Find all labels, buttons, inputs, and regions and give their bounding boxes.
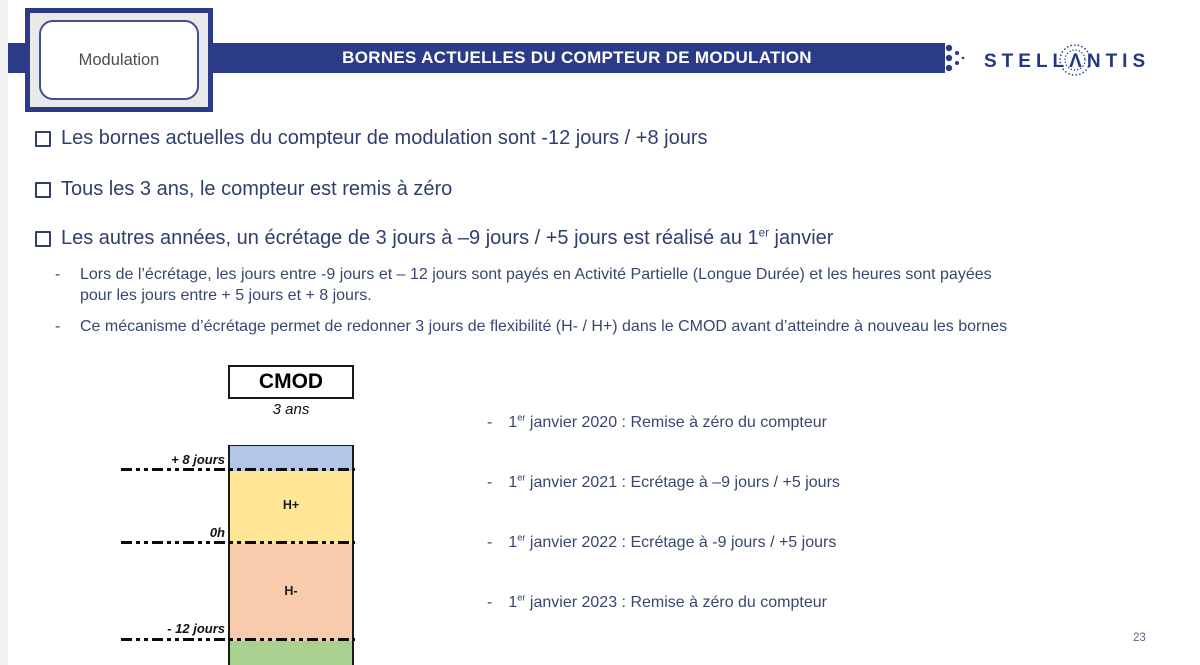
sub-bullet-line: pour les jours entre + 5 jours et + 8 jours. bbox=[80, 287, 372, 304]
zone-below-lower-bound bbox=[230, 641, 352, 665]
banner-dots-decoration bbox=[945, 44, 969, 74]
dashed-line-minus12 bbox=[121, 638, 355, 641]
label-h-plus: H+ bbox=[282, 498, 300, 512]
timeline-item-2022 bbox=[487, 534, 927, 552]
sub-bullet-apld bbox=[55, 264, 1187, 306]
bullet-ecretage bbox=[35, 227, 833, 250]
bullet-text: Les bornes actuelles du compteur de modulation sont -12 jours / +8 jours bbox=[61, 127, 708, 149]
sub-bullet-line: Ce mécanisme d’écrétage permet de redonner 3 jours de flexibilité (H- / H+) dans le CMOD avant d’atteindre à nouveau les bornes bbox=[80, 318, 1008, 335]
timeline-text: 1er janvier 2021 : Ecrétage à –9 jours / +5 jours bbox=[508, 472, 840, 491]
timeline-item-2021 bbox=[487, 474, 927, 492]
bullet-remise-zero bbox=[35, 178, 452, 201]
dash-bullet-icon: - bbox=[487, 534, 493, 551]
dash-bullet-icon: - bbox=[487, 594, 493, 611]
section-tab-label: Modulation bbox=[39, 20, 199, 100]
bound-label-minus12: - 12 jours bbox=[167, 621, 225, 636]
bullet-bornes-actuelles bbox=[35, 127, 707, 150]
timeline-item-2023 bbox=[487, 594, 927, 612]
cmod-title-box: CMOD bbox=[228, 365, 354, 399]
bound-label-0h: 0h bbox=[209, 525, 225, 540]
timeline-text: 1er janvier 2023 : Remise à zéro du compteur bbox=[508, 592, 827, 611]
dash-bullet-icon: - bbox=[487, 474, 493, 491]
bound-label-plus8: + 8 jours bbox=[171, 452, 225, 467]
logo-wordmark: STELLΛNTIS bbox=[984, 51, 1151, 72]
label-h-minus: H- bbox=[284, 584, 298, 598]
cmod-subtitle: 3 ans bbox=[272, 401, 310, 418]
dashed-line-0h bbox=[121, 541, 355, 544]
cmod-bar bbox=[228, 445, 354, 665]
bullet-text: Tous les 3 ans, le compteur est remis à zéro bbox=[61, 178, 453, 200]
dashed-line-plus8 bbox=[121, 468, 355, 471]
sub-bullet-line: Lors de l’écrétage, les jours entre -9 jours et – 12 jours sont payés en Activité Partielle (Longue Durée) et les heures sont payées bbox=[80, 266, 992, 283]
square-bullet-icon bbox=[35, 131, 51, 147]
page-number: 23 bbox=[1133, 632, 1146, 644]
timeline-item-2020 bbox=[487, 414, 927, 432]
bullet-text: Les autres années, un écrétage de 3 jours à –9 jours / +5 jours est réalisé au 1er janvier bbox=[61, 226, 834, 249]
stellantis-logo bbox=[982, 42, 1162, 87]
slide-title: BORNES ACTUELLES DU COMPTEUR DE MODULATION bbox=[342, 48, 812, 67]
left-edge-strip bbox=[0, 0, 8, 665]
timeline-text: 1er janvier 2020 : Remise à zéro du compteur bbox=[508, 412, 827, 431]
dash-bullet-icon: - bbox=[55, 266, 61, 283]
square-bullet-icon bbox=[35, 182, 51, 198]
dash-bullet-icon: - bbox=[55, 318, 61, 335]
square-bullet-icon bbox=[35, 231, 51, 247]
dash-bullet-icon: - bbox=[487, 414, 493, 431]
section-tab-modulation bbox=[25, 8, 213, 112]
timeline-text: 1er janvier 2022 : Ecrétage à -9 jours / +5 jours bbox=[508, 532, 837, 551]
sub-bullet-flexibilite bbox=[55, 316, 1187, 337]
